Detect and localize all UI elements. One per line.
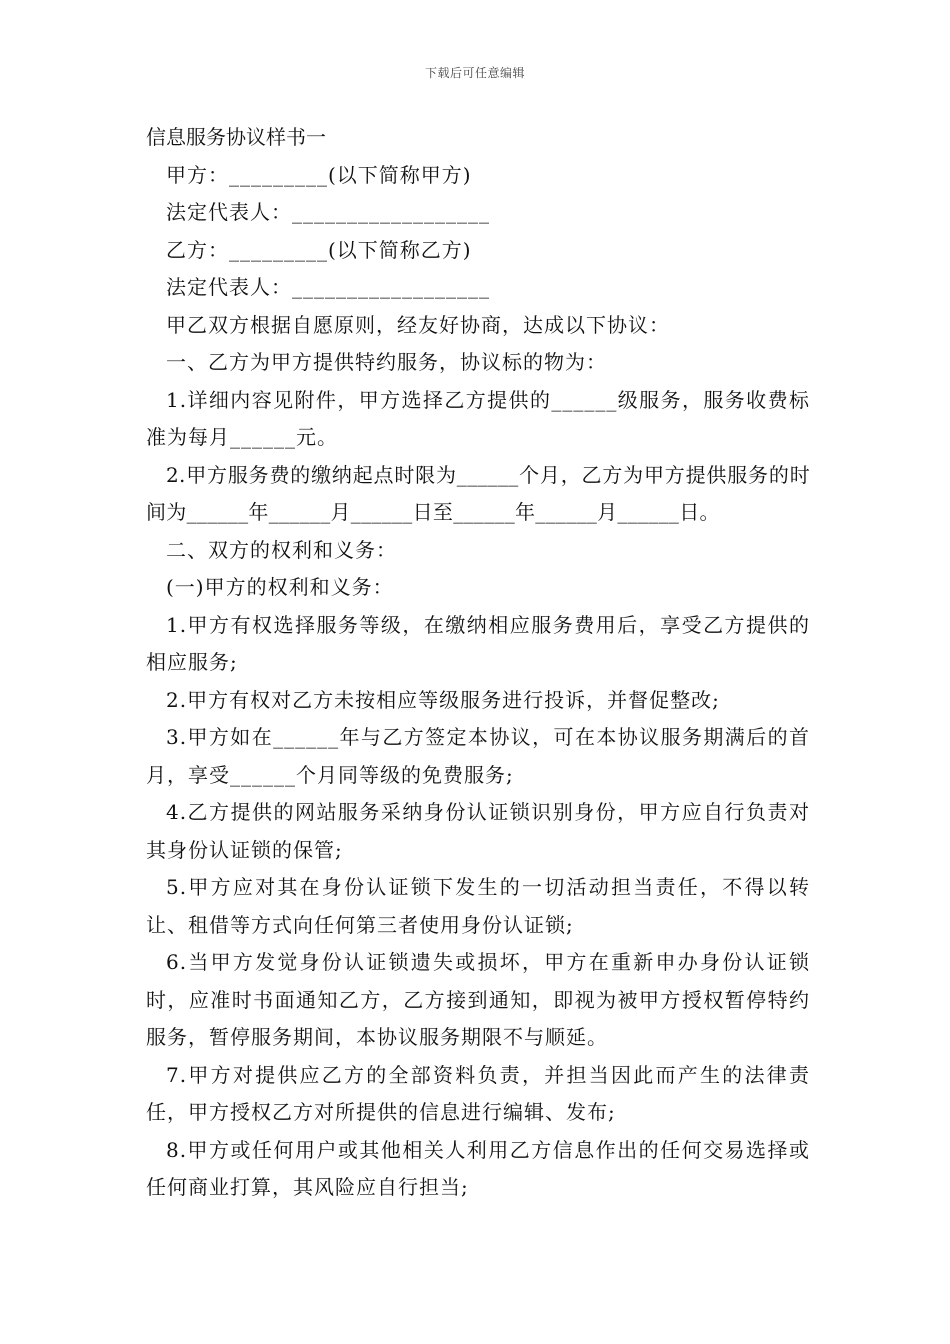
party-b-representative-line: 法定代表人：__________________ [166, 275, 490, 299]
section-one-heading: 一、乙方为甲方提供特约服务，协议标的物为： [166, 350, 607, 374]
clause-paragraph: 7.甲方对提供应乙方的全部资料负责，并担当因此而产生的法律责任，甲方授权乙方对所提供的信息进行编辑、发布; [146, 1062, 810, 1124]
clause-paragraph: 1.甲方有权选择服务等级，在缴纳相应服务费用后，享受乙方提供的相应服务; [146, 612, 810, 674]
document-body [146, 119, 810, 1207]
clause-paragraph: 2.甲方服务费的缴纳起点时限为______个月，乙方为甲方提供服务的时间为______年______月______日至______年______月______日。 [146, 462, 810, 524]
clause-paragraph: 5.甲方应对其在身份认证锁下发生的一切活动担当责任，不得以转让、租借等方式向任何第三者使用身份认证锁; [146, 875, 810, 937]
clause-paragraph: 2.甲方有权对乙方未按相应等级服务进行投诉，并督促整改; [166, 687, 720, 712]
section-two-heading: 二、双方的权利和义务： [166, 537, 397, 562]
party-a-line: 甲方：_________(以下简称甲方) [166, 162, 472, 187]
clause-paragraph: 8.甲方或任何用户或其他相关人利用乙方信息作出的任何交易选择或任何商业打算，其风险应自行担当; [146, 1137, 810, 1199]
document-title: 信息服务协议样书一 [146, 125, 326, 149]
page-header: 下载后可任意编辑 [424, 66, 525, 80]
clause-paragraph: 1.详细内容见附件，甲方选择乙方提供的______级服务，服务收费标准为每月______元。 [146, 387, 810, 449]
party-b-line: 乙方：_________(以下简称乙方) [166, 237, 472, 262]
party-a-representative-line: 法定代表人：__________________ [166, 200, 490, 224]
subsection-heading: (一)甲方的权利和义务： [166, 575, 394, 599]
preamble-paragraph: 甲乙双方根据自愿原则，经友好协商，达成以下协议： [166, 312, 670, 337]
clause-paragraph: 4.乙方提供的网站服务采纳身份认证锁识别身份，甲方应自行负责对其身份认证锁的保管; [146, 800, 810, 862]
clause-paragraph: 6.当甲方发觉身份认证锁遗失或损坏，甲方在重新申办身份认证锁时，应准时书面通知乙方，乙方接到通知，即视为被甲方授权暂停特约服务，暂停服务期间，本协议服务期限不与顺延。 [146, 950, 810, 1049]
clause-paragraph: 3.甲方如在______年与乙方签定本协议，可在本协议服务期满后的首月，享受______个月同等级的免费服务; [146, 725, 810, 787]
